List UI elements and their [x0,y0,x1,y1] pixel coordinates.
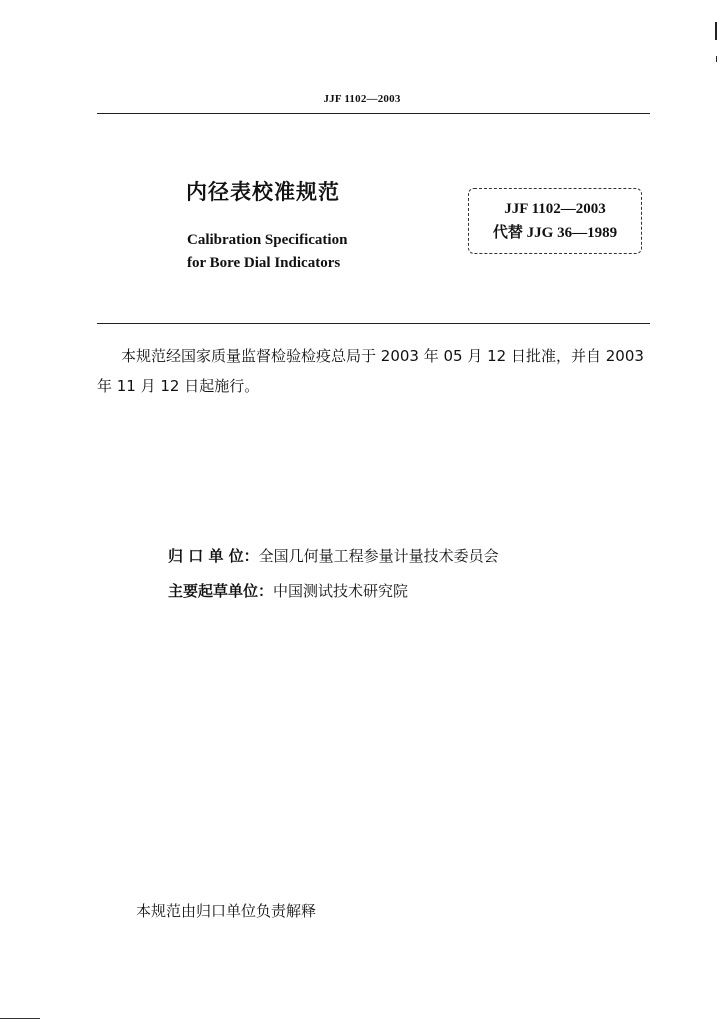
scan-margin-mark [715,22,717,40]
title-english [187,229,347,275]
responsible-unit-value: 全国几何量工程参量计量技术委员会 [258,547,499,565]
title-chinese: 内径表校准规范 [186,180,340,204]
drafting-unit-value: 中国测试技术研究院 [273,582,409,600]
responsible-unit-row [168,545,499,566]
header-standard-code: JJF 1102—2003 [323,93,401,105]
interpretation-note: 本规范由归口单位负责解释 [136,902,317,920]
approval-paragraph: 本规范经国家质量监督检验检疫总局于 2003 年 05 月 12 日批准，并自 2003 年 11 月 12 日起施行。 [97,347,644,395]
title-english-line2: for Bore Dial Indicators [187,255,341,271]
header-rule [97,113,650,114]
replaced-standard: 代替 JJG 36—1989 [492,225,618,241]
drafting-unit-label: 主要起草单位： [168,582,274,600]
section-rule [97,323,650,324]
scan-margin-mark [716,56,717,62]
responsible-unit-label: 归 口 单 位： [168,547,259,565]
standard-code-box [468,188,642,254]
title-english-line1: Calibration Specification [187,232,348,248]
drafting-unit-row [168,580,408,601]
scan-bottom-mark [0,1018,40,1019]
standard-code: JJF 1102—2003 [504,201,606,217]
